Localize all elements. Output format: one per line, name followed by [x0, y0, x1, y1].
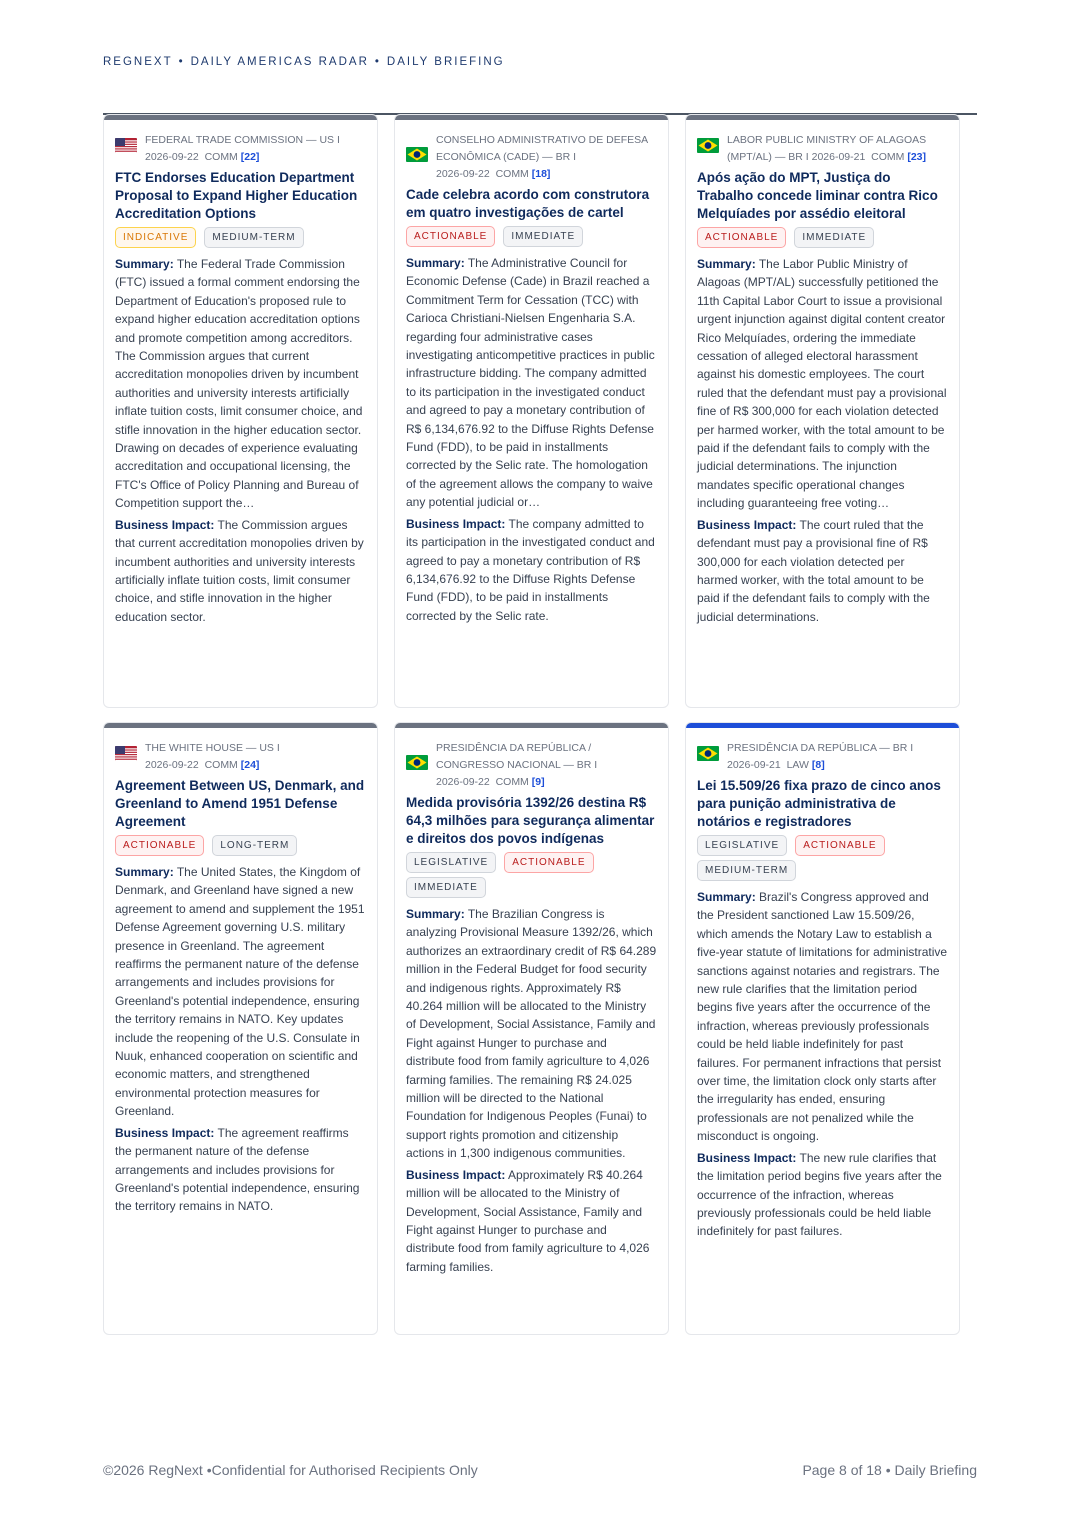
tag-horizon: IMMEDIATE — [794, 227, 874, 248]
us-flag-icon — [115, 746, 137, 761]
summary-label: Summary: — [697, 257, 756, 271]
card-tags — [406, 852, 657, 902]
card-summary — [406, 905, 657, 1163]
card-date: 2026-09-21 — [811, 151, 866, 163]
summary-text: The Labor Public Ministry of Alagoas (MPT/AL) successfully petitioned the 11th Capital Labor Court to issue a provisional urgent injunction against digital content creator Rico Melquíades, ordering the immediate cessation of alleged electoral harassment against his domestic employees. The court ruled that the defendant must pay a provisional fine of R$ 300,000 for each violation detected per harmed worker, with the total amount to be paid if the defendant fails to comply with the judicial determinations. The injunction mandates specific operational changes including guaranteeing free voting… — [697, 257, 947, 511]
card-impact — [697, 1149, 948, 1241]
card-meta — [115, 132, 366, 166]
impact-label: Business Impact: — [115, 517, 215, 532]
card-ref[interactable]: [9] — [531, 776, 545, 788]
card-title[interactable]: Agreement Between US, Denmark, and Greenland to Amend 1951 Defense Agreement — [115, 778, 365, 829]
us-flag-icon — [115, 138, 137, 153]
tag-actionable: ACTIONABLE — [504, 852, 593, 873]
card-impact — [115, 1124, 366, 1216]
card-title[interactable]: Lei 15.509/26 fixa prazo de cinco anos para punição administrativa de notários e registradores — [697, 778, 941, 829]
impact-text: Approximately R$ 40.264 million will be allocated to the Ministry of Development, Social Assistance, Family and Fight against Hunger to purchase and distribute food from family agriculture to 4,026 farming families. — [406, 1167, 650, 1274]
brand-name: REGNEXT — [103, 56, 173, 68]
card-top-bar — [104, 115, 377, 120]
tag-horizon: MEDIUM-TERM — [697, 860, 796, 881]
card-type: COMM — [495, 168, 529, 180]
card-date: 2026-09-21 — [727, 759, 781, 771]
card-title[interactable]: Medida provisória 1392/26 destina R$ 64,3 milhões para segurança alimentar e direitos dos povos indígenas — [406, 795, 655, 846]
news-card[interactable] — [103, 114, 378, 708]
card-type: COMM — [495, 776, 529, 788]
impact-text: The Commission argues that current accreditation monopolies driven by incumbent authorities and university interests artificially inflate tuition costs, limit consumer choice, and stifle innovation in the higher education sector. — [115, 517, 364, 624]
card-top-bar — [395, 723, 668, 728]
br-flag-icon — [697, 746, 719, 761]
card-impact — [406, 1166, 657, 1276]
card-impact — [697, 516, 948, 626]
summary-text: The Federal Trade Commission (FTC) issued a formal comment endorsing the Department of Education's proposed rule to expand higher education accreditation options and promote competition among accreditors. The Commission argues that current accreditation monopolies driven by incumbent authorities and university interests artificially inflate tuition costs, limit consumer choice, and stifle innovation in the higher education sector. Drawing on decades of experience evaluating accreditation and occupational licensing, the FTC's Office of Policy Planning and Bureau of Competition support the… — [115, 257, 363, 511]
card-meta — [697, 132, 948, 166]
card-title[interactable]: Cade celebra acordo com construtora em quatro investigações de cartel — [406, 187, 650, 220]
news-card[interactable] — [685, 114, 960, 708]
card-ref[interactable]: [23] — [907, 151, 927, 163]
tag-actionable: ACTIONABLE — [115, 835, 204, 856]
card-summary — [115, 863, 366, 1121]
card-summary — [697, 888, 948, 1146]
summary-label: Summary: — [406, 256, 465, 270]
impact-label: Business Impact: — [697, 1150, 797, 1165]
footer-copyright: ©2026 RegNext •Confidential for Authorised Recipients Only — [103, 1462, 478, 1478]
card-type: COMM — [204, 151, 238, 163]
card-top-bar — [686, 115, 959, 120]
br-flag-icon — [697, 138, 719, 153]
separator: • — [178, 56, 185, 68]
card-ref[interactable]: [22] — [240, 151, 260, 163]
card-type: COMM — [871, 151, 905, 163]
card-date: 2026-09-22 — [436, 168, 490, 180]
card-top-bar — [395, 115, 668, 120]
impact-label: Business Impact: — [697, 517, 797, 532]
tag-actionable: ACTIONABLE — [697, 227, 786, 248]
card-type: LAW — [786, 759, 809, 771]
tag-horizon: IMMEDIATE — [503, 226, 583, 247]
tag-horizon: MEDIUM-TERM — [204, 227, 303, 248]
card-tags — [406, 226, 657, 251]
summary-text: Brazil's Congress approved and the President sanctioned Law 15.509/26, which amends the Notary Law to establish a five-year statute of limitations for administrative sanctions against notaries and registrars. The new rule clarifies that the limitation period begins five years after the occurrence of the infraction, whereas previously professionals could be held liable indefinitely for past failures. For permanent infractions that persist over time, the limitation clock only starts after the irregularity has ended, ensuring professionals are not penalized while the misconduct is ongoing. — [697, 890, 948, 1144]
summary-label: Summary: — [406, 907, 465, 921]
card-meta — [406, 740, 657, 791]
tag-legislative: LEGISLATIVE — [406, 852, 496, 873]
tag-legislative: LEGISLATIVE — [697, 835, 787, 856]
card-date: 2026-09-22 — [145, 759, 199, 771]
summary-text: The Brazilian Congress is analyzing Provisional Measure 1392/26, which authorizes an extraordinary credit of R$ 64.289 million in the Federal Budget for food security and indigenous rights. Approximately R$ 40.264 million will be allocated to the Ministry of Development, Social Assistance, Family and Fight against Hunger to purchase and distribute food from family agriculture to 4,026 farming families. The remaining R$ 24.025 million will be directed to the National Foundation for Indigenous Peoples (Funai) to support rights promotion and citizenship actions in 1,300 indigenous communities. — [406, 907, 657, 1161]
card-ref[interactable]: [24] — [240, 759, 260, 771]
impact-text: The agreement reaffirms the permanent nature of the defense arrangements and includes provisions for Greenland's potential independence, ensuring the territory remains in NATO. — [115, 1125, 360, 1214]
card-top-bar — [686, 723, 959, 728]
card-ref[interactable]: [18] — [531, 168, 551, 180]
news-card[interactable] — [103, 722, 378, 1335]
card-summary — [406, 254, 657, 512]
card-tags — [697, 835, 948, 885]
summary-text: The United States, the Kingdom of Denmark, and Greenland have signed a new agreement to amend and supplement the 1951 Defense Agreement governing U.S. military presence in Greenland. The agreement reaffirms the permanent nature of the defense arrangements and includes provisions for Greenland's potential independence, ensuring the territory remains in NATO. Key updates include the reopening of the U.S. Consulate in Nuuk, enhanced cooperation on scientific and economic matters, and strengthened environmental protection measures for Greenland. — [115, 865, 365, 1119]
tag-actionable: ACTIONABLE — [795, 835, 884, 856]
card-meta — [115, 740, 366, 774]
separator: • — [374, 56, 381, 68]
card-meta — [697, 740, 948, 774]
impact-text: The company admitted to its participation in the investigated conduct and agreed to pay a monetary contribution of R$ 6,134,676.92 to the Diffuse Rights Defense Fund (FDD), to be paid in installments corrected by the Selic rate. — [406, 516, 655, 623]
card-tags — [697, 227, 948, 252]
tag-horizon: LONG-TERM — [212, 835, 297, 856]
tag-actionable: ACTIONABLE — [406, 226, 495, 247]
doc-type: DAILY BRIEFING — [386, 56, 505, 68]
news-card[interactable] — [685, 722, 960, 1335]
br-flag-icon — [406, 755, 428, 770]
impact-label: Business Impact: — [406, 516, 506, 531]
impact-label: Business Impact: — [115, 1125, 215, 1140]
card-source: FEDERAL TRADE COMMISSION — US I — [145, 134, 340, 146]
card-type: COMM — [204, 759, 238, 771]
card-source: PRESIDÊNCIA DA REPÚBLICA / CONGRESSO NACIONAL — BR I — [436, 742, 598, 771]
card-source: CONSELHO ADMINISTRATIVO DE DEFESA ECONÔMICA (CADE) — BR I — [436, 134, 648, 163]
news-card[interactable] — [394, 722, 669, 1335]
card-date: 2026-09-22 — [145, 151, 199, 163]
br-flag-icon — [406, 147, 428, 162]
card-ref[interactable]: [8] — [811, 759, 825, 771]
card-summary — [115, 255, 366, 513]
card-tags — [115, 835, 366, 860]
card-title[interactable]: FTC Endorses Education Department Proposal to Expand Higher Education Accreditation Options — [115, 170, 358, 221]
card-source: LABOR PUBLIC MINISTRY OF ALAGOAS (MPT/AL) — BR I — [727, 134, 927, 163]
card-top-bar — [104, 723, 377, 728]
impact-text: The court ruled that the defendant must pay a provisional fine of R$ 300,000 for each violation detected per harmed worker, with the total amount to be paid if the defendant fails to comply with the judicial determinations. — [697, 517, 930, 624]
card-date: 2026-09-22 — [436, 776, 490, 788]
tag-indicative: INDICATIVE — [115, 227, 196, 248]
card-impact — [115, 516, 366, 626]
impact-label: Business Impact: — [406, 1167, 506, 1182]
card-meta — [406, 132, 657, 183]
card-title[interactable]: Após ação do MPT, Justiça do Trabalho concede liminar contra Rico Melquíades por assédio eleitoral — [697, 170, 938, 221]
summary-label: Summary: — [697, 890, 756, 904]
summary-label: Summary: — [115, 257, 174, 271]
summary-text: The Administrative Council for Economic Defense (Cade) in Brazil reached a Commitment Term for Cessation (TCC) with Carioca Christiani-Nielsen Engenharia S.A. regarding four administrative cases investigating anticompetitive practices in public infrastructure bidding. The company admitted to its participation in the investigated conduct and agreed to pay a monetary contribution of R$ 6,134,676.92 to the Diffuse Rights Defense Fund (FDD), to be paid in installments corrected by the Selic rate. The homologation of the agreement allows the company to waive any potential judicial or… — [406, 256, 655, 510]
card-source: PRESIDÊNCIA DA REPÚBLICA — BR I — [727, 742, 914, 754]
card-tags — [115, 227, 366, 252]
card-summary — [697, 255, 948, 513]
impact-text: The new rule clarifies that the limitation period begins five years after the occurrence of the infraction, whereas previously professionals could be held liable indefinitely for past failures. — [697, 1150, 942, 1239]
card-source: THE WHITE HOUSE — US I — [145, 742, 280, 754]
tag-horizon: IMMEDIATE — [406, 877, 486, 898]
footer-page-number: Page 8 of 18 • Daily Briefing — [802, 1462, 977, 1478]
page-header — [103, 56, 505, 68]
summary-label: Summary: — [115, 865, 174, 879]
card-impact — [406, 515, 657, 625]
news-card[interactable] — [394, 114, 669, 708]
section-name: DAILY AMERICAS RADAR — [190, 56, 369, 68]
